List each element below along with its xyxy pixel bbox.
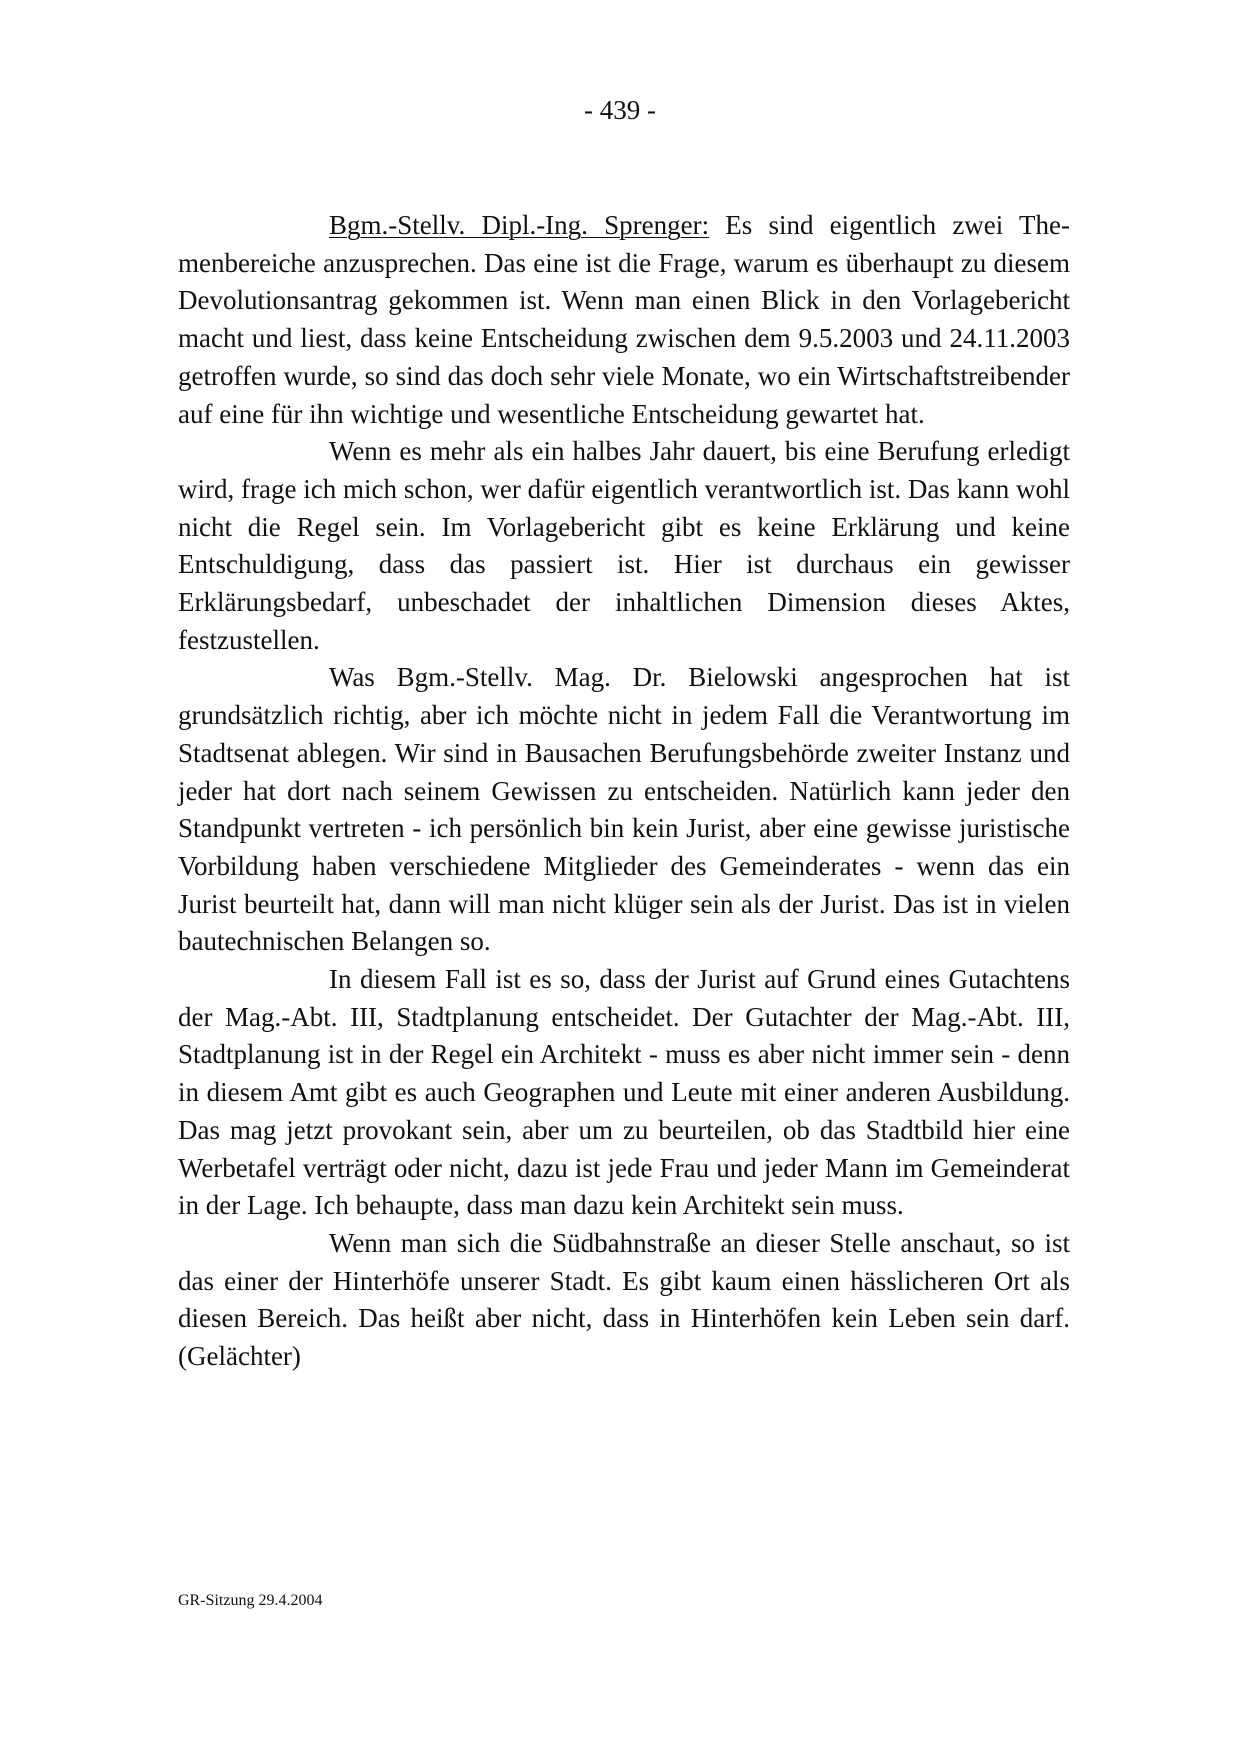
document-body xyxy=(178,207,1070,1376)
paragraph-text: Es sind eigentlich zwei Themenbereiche anzusprechen. Das eine ist die Frage, warum es überhaupt zu diesem Devolutionsantrag gekommen ist. Wenn man einen Blick in den Vorlagebericht macht und liest, dass keine Entscheidung zwischen dem 9.5.2003 und 24.11.2003 getroffen wurde, so sind das doch sehr viele Monate, wo ein Wirtschaftstreibender auf eine für ihn wichtige und wesentliche Entscheidung gewartet hat. xyxy=(178,210,1070,429)
paragraph: Was Bgm.-Stellv. Mag. Dr. Bielowski angesprochen hat ist grundsätzlich richtig, aber ich möchte nicht in jedem Fall die Verantwortung im Stadtsenat ablegen. Wir sind in Bausachen Berufungsbehörde zweiter Instanz und jeder hat dort nach seinem Gewissen zu entscheiden. Natürlich kann jeder den Standpunkt vertreten - ich persönlich bin kein Jurist, aber eine gewisse juristische Vorbildung haben verschiedene Mitglieder des Gemeinderates - wenn das ein Jurist beurteilt hat, dann will man nicht klüger sein als der Jurist. Das ist in vielen bautechnischen Belangen so. xyxy=(178,662,1070,957)
paragraph: Wenn man sich die Südbahnstraße an dieser Stelle anschaut, so ist das einer der Hinterhöfe unserer Stadt. Es gibt kaum einen hässlicheren Ort als diesen Bereich. Das heißt aber nicht, dass in Hinterhöfen kein Leben sein darf. (Gelächter) xyxy=(178,1227,1070,1372)
paragraph: In diesem Fall ist es so, dass der Jurist auf Grund eines Gutachtens der Mag.-Abt. III, Stadtplanung entscheidet. Der Gutachter der Mag.-Abt. III, Stadtplanung ist in der Regel ein Architekt - muss es aber nicht immer sein - denn in diesem Amt gibt es auch Geographen und Leute mit einer anderen Ausbildung. Das mag jetzt provokant sein, aber um zu beurteilen, ob das Stadtbild hier eine Werbetafel verträgt oder nicht, dazu ist jede Frau und jeder Mann im Gemeinderat in der Lage. Ich behaupte, dass man dazu kein Architekt sein muss. xyxy=(178,964,1070,1221)
paragraph xyxy=(178,207,1070,433)
page-number: - 439 - xyxy=(584,95,656,125)
paragraph: Wenn es mehr als ein halbes Jahr dauert, bis eine Berufung erledigt wird, frage ich mich schon, wer dafür eigentlich verantwortlich ist. Das kann wohl nicht die Regel sein. Im Vorlagebericht gibt es keine Erklärung und keine Entschuldigung, dass das passiert ist. Hier ist durchaus ein gewisser Erklärungsbedarf, unbeschadet der inhaltlichen Dimension dieses Aktes, festzustellen. xyxy=(178,436,1070,655)
footer-session-date: GR-Sitzung 29.4.2004 xyxy=(178,1592,323,1609)
speaker-name: Bgm.-Stellv. Dipl.-Ing. Sprenger: xyxy=(329,210,710,240)
